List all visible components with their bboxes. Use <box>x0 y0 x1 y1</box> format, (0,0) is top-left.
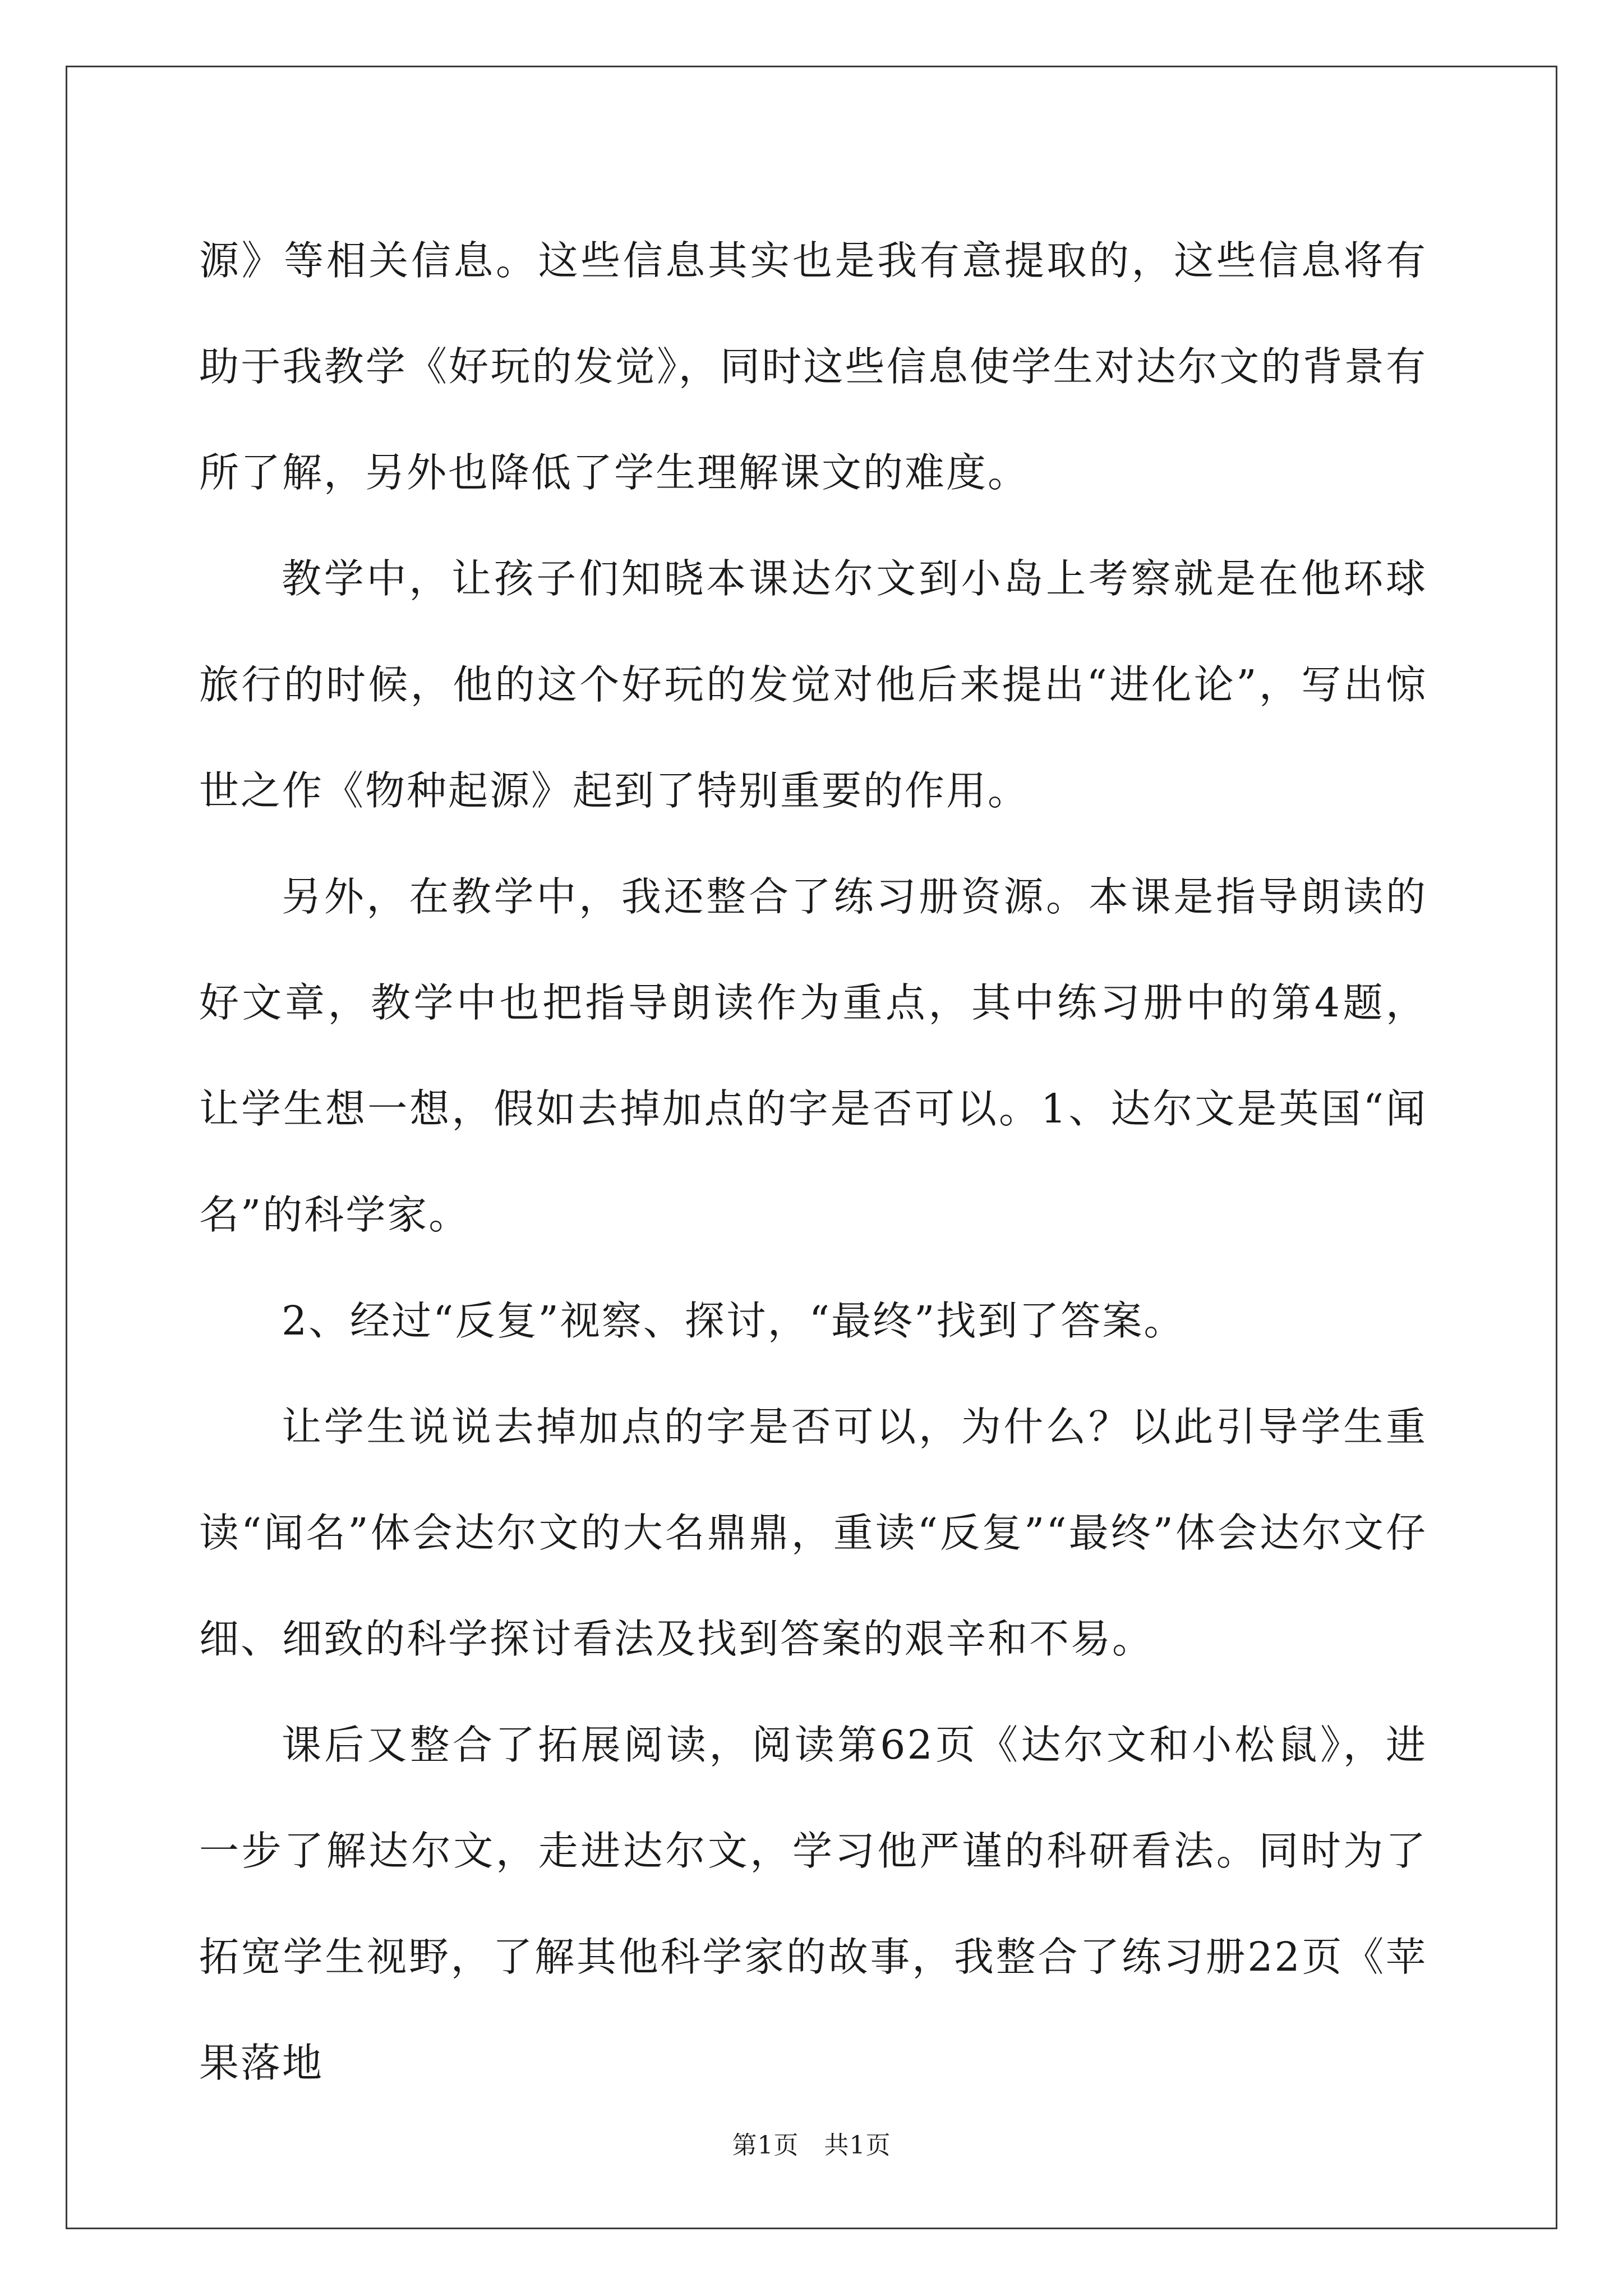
page-footer: 第1页 共1页 <box>732 2131 891 2160</box>
paragraph-5: 让学生说说去掉加点的字是否可以，为什么？以此引导学生重读“闻名”体会达尔文的大名鼎鼎，重读“反复”“最终”体会达尔文仔细、细致的科学探讨看法及找到答案的艰辛和不易。 <box>199 1404 1427 1662</box>
paragraph-1: 源》等相关信息。这些信息其实也是我有意提取的，这些信息将有助于我教学《好玩的发觉》，同时这些信息使学生对达尔文的背景有所了解，另外也降低了学生理解课文的难度。 <box>199 237 1427 496</box>
paragraph-2: 教学中，让孩子们知晓本课达尔文到小岛上考察就是在他环球旅行的时候，他的这个好玩的发觉对他后来提出“进化论”，写出惊世之作《物种起源》起到了特别重要的作用。 <box>199 555 1427 814</box>
paragraph-3: 另外，在教学中，我还整合了练习册资源。本课是指导朗读的好文章，教学中也把指导朗读作为重点，其中练习册中的第4题，让学生想一想，假如去掉加点的字是否可以。1、达尔文是英国“闻名”的科学家。 <box>199 873 1427 1238</box>
document-body <box>199 208 1427 2116</box>
paragraph-4: 2、经过“反复”视察、探讨，“最终”找到了答案。 <box>282 1297 1186 1344</box>
paragraph-6: 课后又整合了拓展阅读，阅读第62页《达尔文和小松鼠》，进一步了解达尔文，走进达尔文，学习他严谨的科研看法。同时为了拓宽学生视野，了解其他科学家的故事，我整合了练习册22页《苹果落地 <box>199 1722 1427 2086</box>
